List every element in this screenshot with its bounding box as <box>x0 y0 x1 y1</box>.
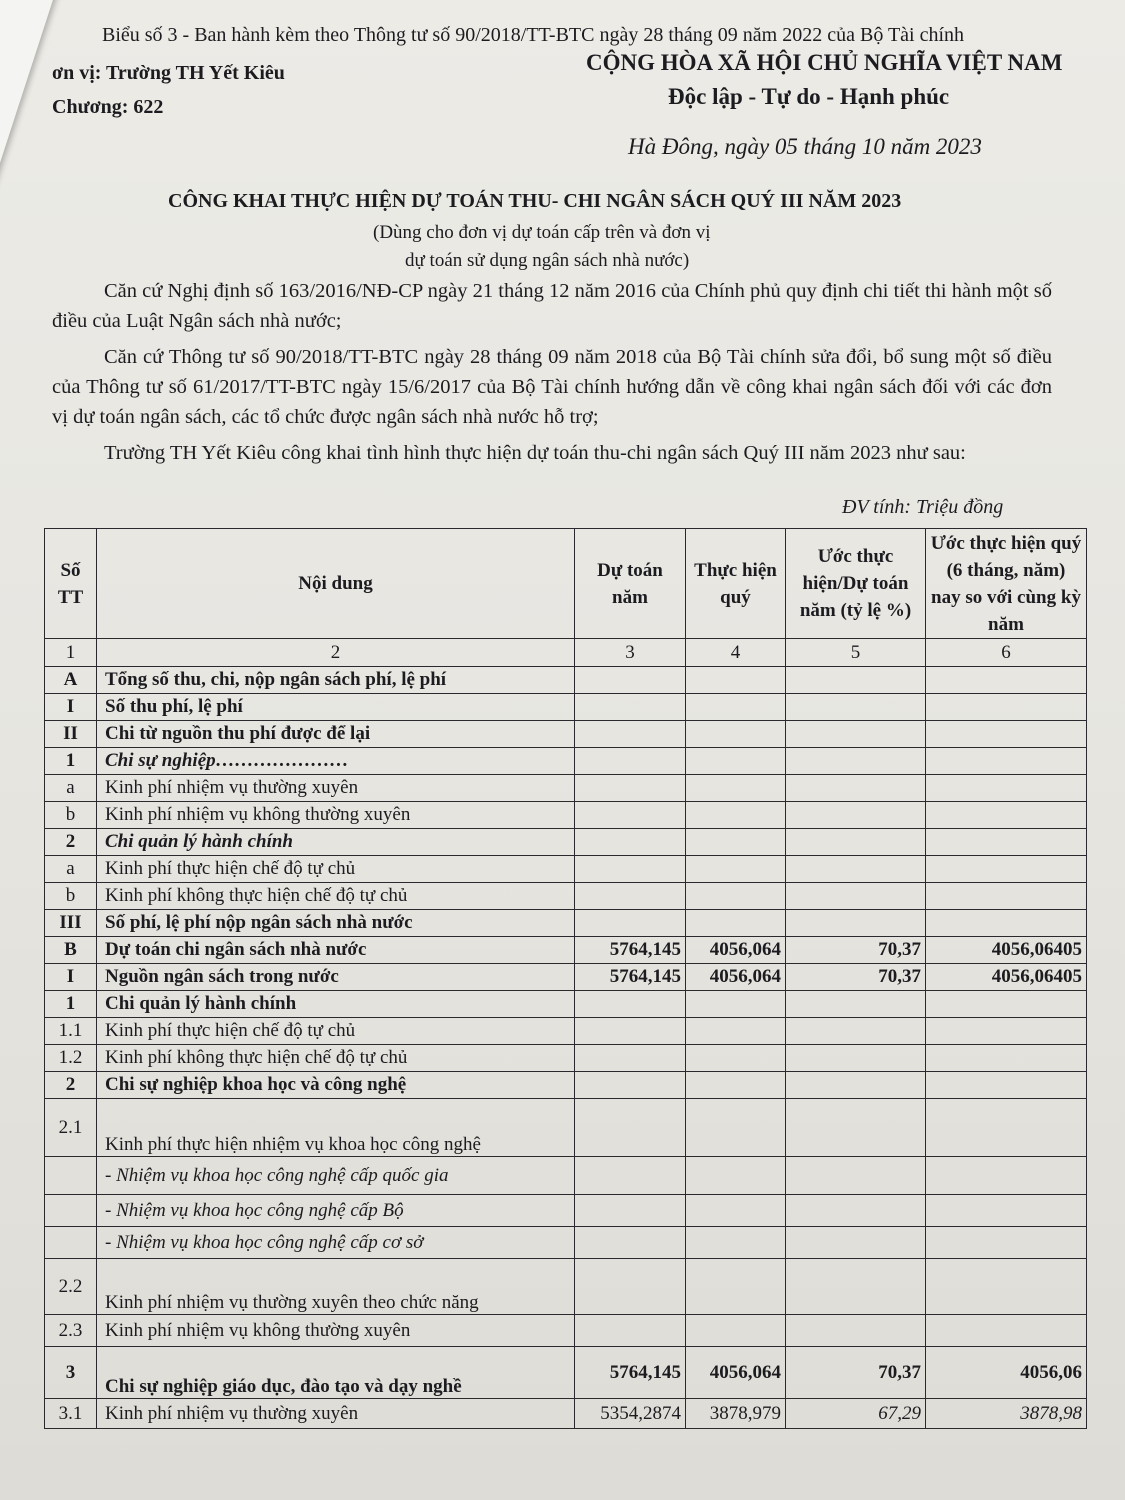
row-compare <box>926 775 1087 802</box>
row-number: 1.1 <box>45 1018 97 1045</box>
row-content: Kinh phí thực hiện chế độ tự chủ <box>97 1018 575 1045</box>
header-compare: Ước thực hiện quý (6 tháng, năm) nay so với cùng kỳ năm <box>926 529 1087 639</box>
row-actual <box>686 1045 786 1072</box>
row-actual <box>686 721 786 748</box>
row-compare <box>926 748 1087 775</box>
row-compare <box>926 1195 1087 1227</box>
row-number: B <box>45 937 97 964</box>
header-estimate: Dự toán năm <box>575 529 686 639</box>
paragraph-legal-basis-decree: Căn cứ Nghị định số 163/2016/NĐ-CP ngày 21 tháng 12 năm 2016 của Chính phủ quy định chi tiết thi hành một số điều của Luật Ngân sách nhà nước; <box>52 280 1052 332</box>
header-actual: Thực hiện quý <box>686 529 786 639</box>
row-content: Kinh phí không thực hiện chế độ tự chủ <box>97 883 575 910</box>
row-compare <box>926 1099 1087 1157</box>
budget-table <box>44 528 1087 1429</box>
row-estimate <box>575 721 686 748</box>
row-actual <box>686 829 786 856</box>
row-ratio <box>786 694 926 721</box>
row-actual <box>686 1259 786 1315</box>
row-content: Kinh phí nhiệm vụ không thường xuyên <box>97 1315 575 1347</box>
row-estimate <box>575 910 686 937</box>
row-compare <box>926 721 1087 748</box>
currency-unit-note: ĐV tính: Triệu đồng <box>842 496 1004 518</box>
row-content: Kinh phí thực hiện chế độ tự chủ <box>97 856 575 883</box>
row-content: Tổng số thu, chi, nộp ngân sách phí, lệ phí <box>97 667 575 694</box>
row-compare: 4056,06 <box>926 1347 1087 1399</box>
national-motto: Độc lập - Tự do - Hạnh phúc <box>668 84 950 109</box>
row-compare <box>926 1315 1087 1347</box>
row-number: 3.1 <box>45 1399 97 1429</box>
column-index: 2 <box>97 639 575 667</box>
row-number: 3 <box>45 1347 97 1399</box>
row-compare: 4056,06405 <box>926 937 1087 964</box>
row-estimate: 5764,145 <box>575 964 686 991</box>
table-row <box>45 1195 1087 1227</box>
row-compare <box>926 991 1087 1018</box>
row-actual <box>686 748 786 775</box>
row-ratio: 70,37 <box>786 937 926 964</box>
column-index: 3 <box>575 639 686 667</box>
row-estimate <box>575 748 686 775</box>
row-number: 1.2 <box>45 1045 97 1072</box>
row-number: 2.2 <box>45 1259 97 1315</box>
row-content: Chi sự nghiệp giáo dục, đào tạo và dạy nghề <box>97 1347 575 1399</box>
document-title: CÔNG KHAI THỰC HIỆN DỰ TOÁN THU- CHI NGÂN SÁCH QUÝ III NĂM 2023 <box>168 190 902 212</box>
row-content: Kinh phí nhiệm vụ thường xuyên <box>97 1399 575 1429</box>
row-number: I <box>45 694 97 721</box>
row-estimate: 5354,2874 <box>575 1399 686 1429</box>
row-ratio <box>786 721 926 748</box>
row-number: 2 <box>45 829 97 856</box>
table-row <box>45 667 1087 694</box>
row-ratio <box>786 910 926 937</box>
row-number: 2.3 <box>45 1315 97 1347</box>
table-row <box>45 856 1087 883</box>
row-ratio <box>786 1227 926 1259</box>
row-content: Nguồn ngân sách trong nước <box>97 964 575 991</box>
row-estimate <box>575 802 686 829</box>
document-date: Hà Đông, ngày 05 tháng 10 năm 2023 <box>628 134 982 159</box>
row-content: Số thu phí, lệ phí <box>97 694 575 721</box>
row-content: Chi quản lý hành chính <box>97 991 575 1018</box>
row-estimate <box>575 694 686 721</box>
row-number: II <box>45 721 97 748</box>
row-estimate <box>575 1195 686 1227</box>
table-row <box>45 910 1087 937</box>
row-ratio <box>786 775 926 802</box>
row-actual: 4056,064 <box>686 1347 786 1399</box>
document-subtitle-line-2: dự toán sử dụng ngân sách nhà nước) <box>405 250 690 271</box>
row-compare <box>926 1045 1087 1072</box>
row-ratio <box>786 991 926 1018</box>
row-compare <box>926 1018 1087 1045</box>
national-title: CỘNG HÒA XÃ HỘI CHỦ NGHĨA VIỆT NAM <box>586 50 1063 75</box>
table-row <box>45 829 1087 856</box>
table-row <box>45 883 1087 910</box>
row-actual <box>686 802 786 829</box>
table-row <box>45 1157 1087 1195</box>
row-content: Chi sự nghiệp khoa học và công nghệ <box>97 1072 575 1099</box>
row-compare <box>926 829 1087 856</box>
row-content: Dự toán chi ngân sách nhà nước <box>97 937 575 964</box>
row-number: 2 <box>45 1072 97 1099</box>
row-ratio <box>786 1045 926 1072</box>
row-content: Kinh phí nhiệm vụ không thường xuyên <box>97 802 575 829</box>
row-estimate <box>575 991 686 1018</box>
row-estimate <box>575 883 686 910</box>
row-compare <box>926 1072 1087 1099</box>
table-row <box>45 748 1087 775</box>
row-content: Kinh phí không thực hiện chế độ tự chủ <box>97 1045 575 1072</box>
row-ratio: 70,37 <box>786 1347 926 1399</box>
row-estimate <box>575 829 686 856</box>
row-number: 2.1 <box>45 1099 97 1157</box>
row-ratio <box>786 1157 926 1195</box>
row-compare <box>926 667 1087 694</box>
header-content: Nội dung <box>97 529 575 639</box>
row-compare: 3878,98 <box>926 1399 1087 1429</box>
row-compare <box>926 910 1087 937</box>
column-index: 6 <box>926 639 1087 667</box>
unit-name: ơn vị: Trường TH Yết Kiêu <box>52 62 285 84</box>
row-number <box>45 1157 97 1195</box>
table-row <box>45 1315 1087 1347</box>
paragraph-legal-basis-circular: Căn cứ Thông tư số 90/2018/TT-BTC ngày 28 tháng 09 năm 2018 của Bộ Tài chính sửa đổi, bổ sung một số điều của Thông tư số 61/2017/TT-BTC ngày 15/6/2017 của Bộ Tài chính hướng dẫn về công khai ngân sách đối với các đơn vị dự toán ngân sách, các tổ chức được ngân sách nhà nước hỗ trợ; <box>52 346 1052 428</box>
table-header-row <box>45 529 1087 639</box>
row-estimate <box>575 1072 686 1099</box>
table-row <box>45 991 1087 1018</box>
row-actual <box>686 883 786 910</box>
table-row <box>45 1045 1087 1072</box>
row-actual <box>686 1018 786 1045</box>
table-row <box>45 694 1087 721</box>
row-estimate <box>575 1259 686 1315</box>
row-compare <box>926 856 1087 883</box>
row-actual <box>686 1099 786 1157</box>
row-ratio <box>786 1018 926 1045</box>
row-actual: 4056,064 <box>686 964 786 991</box>
row-compare <box>926 883 1087 910</box>
row-number: III <box>45 910 97 937</box>
row-actual <box>686 1157 786 1195</box>
row-ratio <box>786 856 926 883</box>
row-number: I <box>45 964 97 991</box>
row-compare <box>926 1259 1087 1315</box>
row-actual <box>686 1072 786 1099</box>
row-number: 1 <box>45 748 97 775</box>
row-actual <box>686 694 786 721</box>
row-actual <box>686 991 786 1018</box>
row-actual <box>686 1227 786 1259</box>
row-number <box>45 1227 97 1259</box>
row-number: A <box>45 667 97 694</box>
row-estimate <box>575 1227 686 1259</box>
table-row <box>45 1259 1087 1315</box>
paragraph-announcement: Trường TH Yết Kiêu công khai tình hình thực hiện dự toán thu-chi ngân sách Quý III năm 2023 như sau: <box>104 442 966 464</box>
row-estimate <box>575 1099 686 1157</box>
row-compare <box>926 802 1087 829</box>
table-row <box>45 1227 1087 1259</box>
row-estimate <box>575 1018 686 1045</box>
column-index-row <box>45 639 1087 667</box>
table-row <box>45 802 1087 829</box>
row-actual <box>686 856 786 883</box>
row-actual <box>686 667 786 694</box>
table-row <box>45 1399 1087 1429</box>
row-actual: 4056,064 <box>686 937 786 964</box>
column-index: 4 <box>686 639 786 667</box>
row-content: Kinh phí nhiệm vụ thường xuyên <box>97 775 575 802</box>
table-row <box>45 1099 1087 1157</box>
row-actual <box>686 910 786 937</box>
row-content: - Nhiệm vụ khoa học công nghệ cấp Bộ <box>97 1195 575 1227</box>
row-estimate <box>575 667 686 694</box>
row-estimate: 5764,145 <box>575 937 686 964</box>
row-ratio: 70,37 <box>786 964 926 991</box>
row-content: - Nhiệm vụ khoa học công nghệ cấp cơ sở <box>97 1227 575 1259</box>
row-ratio <box>786 829 926 856</box>
table-row <box>45 964 1087 991</box>
row-estimate <box>575 1157 686 1195</box>
row-content: Kinh phí thực hiện nhiệm vụ khoa học công nghệ <box>97 1099 575 1157</box>
row-compare: 4056,06405 <box>926 964 1087 991</box>
row-compare <box>926 1157 1087 1195</box>
row-actual: 3878,979 <box>686 1399 786 1429</box>
row-ratio <box>786 802 926 829</box>
row-estimate <box>575 1315 686 1347</box>
row-content: - Nhiệm vụ khoa học công nghệ cấp quốc gia <box>97 1157 575 1195</box>
row-ratio: 67,29 <box>786 1399 926 1429</box>
row-actual <box>686 1315 786 1347</box>
row-number: 1 <box>45 991 97 1018</box>
row-number: a <box>45 775 97 802</box>
row-compare <box>926 694 1087 721</box>
table-row <box>45 721 1087 748</box>
table-row <box>45 1018 1087 1045</box>
row-number: b <box>45 883 97 910</box>
row-actual <box>686 1195 786 1227</box>
row-content: Chi quản lý hành chính <box>97 829 575 856</box>
column-index: 5 <box>786 639 926 667</box>
document-subtitle-line-1: (Dùng cho đơn vị dự toán cấp trên và đơn vị <box>373 222 711 243</box>
row-actual <box>686 775 786 802</box>
row-ratio <box>786 748 926 775</box>
row-ratio <box>786 1099 926 1157</box>
row-ratio <box>786 883 926 910</box>
row-content: Số phí, lệ phí nộp ngân sách nhà nước <box>97 910 575 937</box>
chapter-code: Chương: 622 <box>52 96 164 118</box>
row-content: Chi sự nghiệp………………… <box>97 748 575 775</box>
form-reference: Biểu số 3 - Ban hành kèm theo Thông tư số 90/2018/TT-BTC ngày 28 tháng 09 năm 2022 của Bộ Tài chính <box>102 24 965 46</box>
row-number <box>45 1195 97 1227</box>
row-number: a <box>45 856 97 883</box>
row-ratio <box>786 667 926 694</box>
table-row <box>45 1072 1087 1099</box>
row-estimate <box>575 856 686 883</box>
column-index: 1 <box>45 639 97 667</box>
row-ratio <box>786 1072 926 1099</box>
header-no: Số TT <box>45 529 97 639</box>
budget-table-body <box>45 667 1087 1429</box>
row-content: Chi từ nguồn thu phí được để lại <box>97 721 575 748</box>
table-row <box>45 937 1087 964</box>
table-row <box>45 1347 1087 1399</box>
row-estimate: 5764,145 <box>575 1347 686 1399</box>
row-ratio <box>786 1195 926 1227</box>
table-row <box>45 775 1087 802</box>
row-content: Kinh phí nhiệm vụ thường xuyên theo chức năng <box>97 1259 575 1315</box>
row-compare <box>926 1227 1087 1259</box>
row-ratio <box>786 1315 926 1347</box>
row-estimate <box>575 1045 686 1072</box>
row-estimate <box>575 775 686 802</box>
row-ratio <box>786 1259 926 1315</box>
row-number: b <box>45 802 97 829</box>
header-ratio: Ước thực hiện/Dự toán năm (tỷ lệ %) <box>786 529 926 639</box>
